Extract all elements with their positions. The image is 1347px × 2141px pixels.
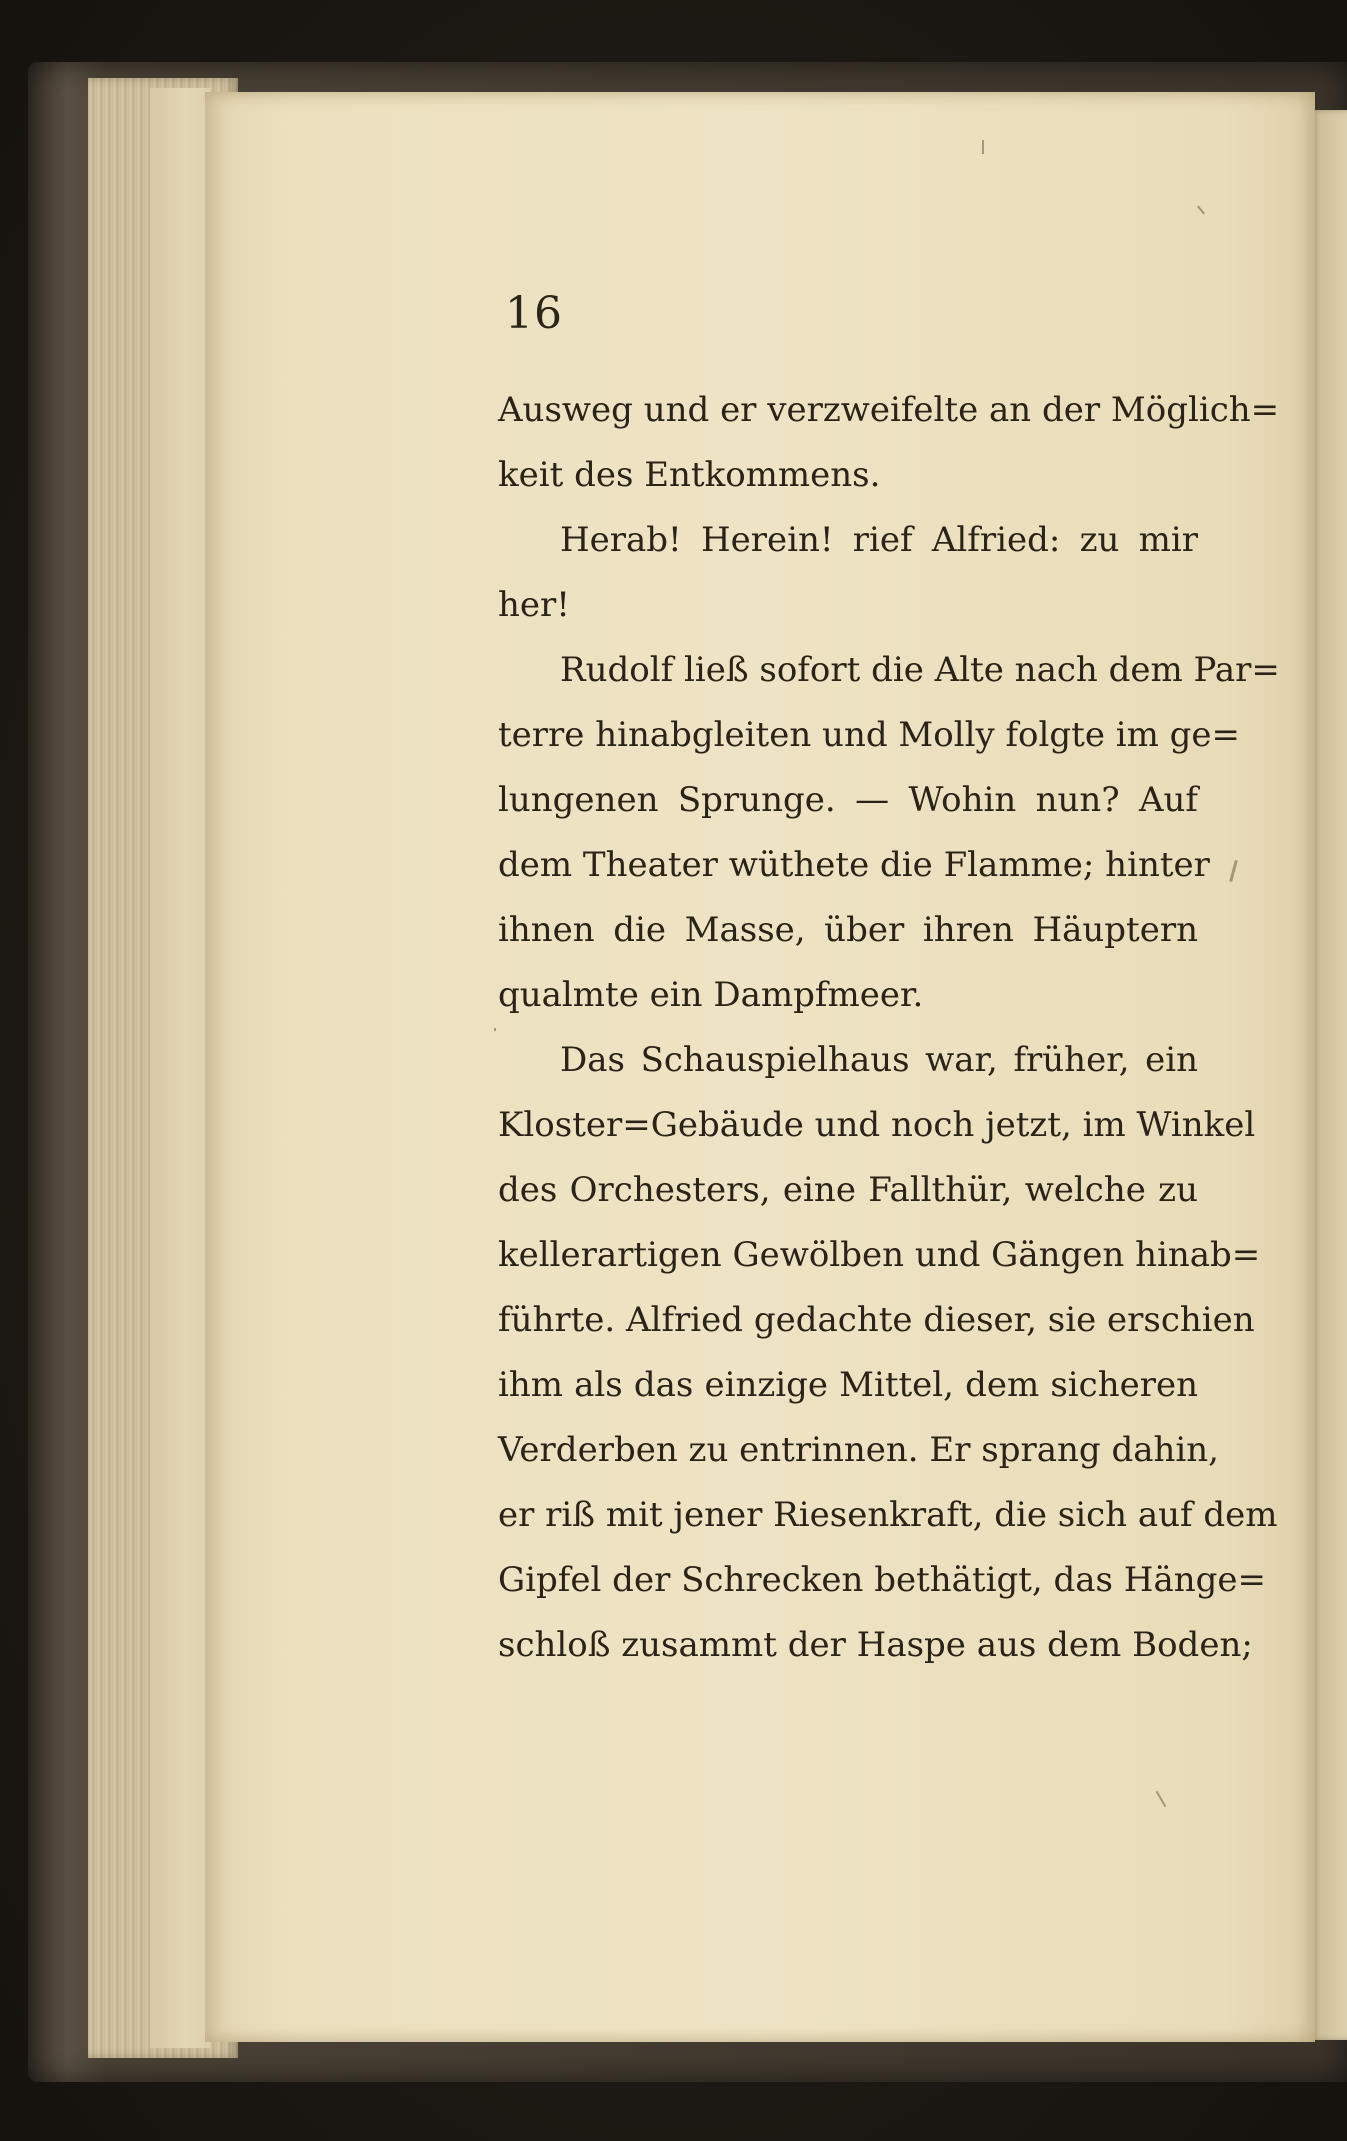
text-line: Gipfel der Schrecken bethätigt, das Hänge= — [498, 1560, 1266, 1600]
paper-mark — [494, 1028, 496, 1031]
text-line: Verderben zu entrinnen. Er sprang dahin, — [498, 1430, 1219, 1470]
text-line: führte. Alfried gedachte dieser, sie erschien — [498, 1300, 1255, 1340]
text-line: terre hinabgleiten und Molly folgte im ge= — [498, 715, 1241, 755]
text-line: ihm als das einzige Mittel, dem sicheren — [498, 1365, 1198, 1405]
text-line: Kloster=Gebäude und noch jetzt, im Winkel — [498, 1105, 1256, 1145]
text-line: schloß zusammt der Haspe aus dem Boden; — [498, 1625, 1253, 1665]
text-line: her! — [498, 585, 570, 625]
opposite-page-edge — [1311, 110, 1347, 2040]
text-line: des Orchesters, eine Fallthür, welche zu — [498, 1170, 1198, 1210]
text-line: dem Theater wüthete die Flamme; hinter — [498, 845, 1210, 885]
text-line: Das Schauspielhaus war, früher, ein — [560, 1040, 1198, 1080]
page-edges-inner — [150, 88, 210, 2048]
page-number: 16 — [505, 288, 563, 339]
text-line: keit des Entkommens. — [498, 455, 881, 495]
text-line: qualmte ein Dampfmeer. — [498, 975, 924, 1015]
body-text — [498, 378, 1280, 1678]
paper-mark — [982, 140, 984, 154]
text-line: lungenen Sprunge. — Wohin nun? Auf — [498, 780, 1198, 820]
text-line: ihnen die Masse, über ihren Häuptern — [498, 910, 1198, 950]
text-line: Herab! Herein! rief Alfried: zu mir — [560, 520, 1198, 560]
text-line: kellerartigen Gewölben und Gängen hinab= — [498, 1235, 1261, 1275]
text-line: er riß mit jener Riesenkraft, die sich auf dem — [498, 1495, 1278, 1535]
text-line: Rudolf ließ sofort die Alte nach dem Par= — [560, 650, 1280, 690]
text-line: Ausweg und er verzweifelte an der Möglich= — [498, 390, 1280, 430]
